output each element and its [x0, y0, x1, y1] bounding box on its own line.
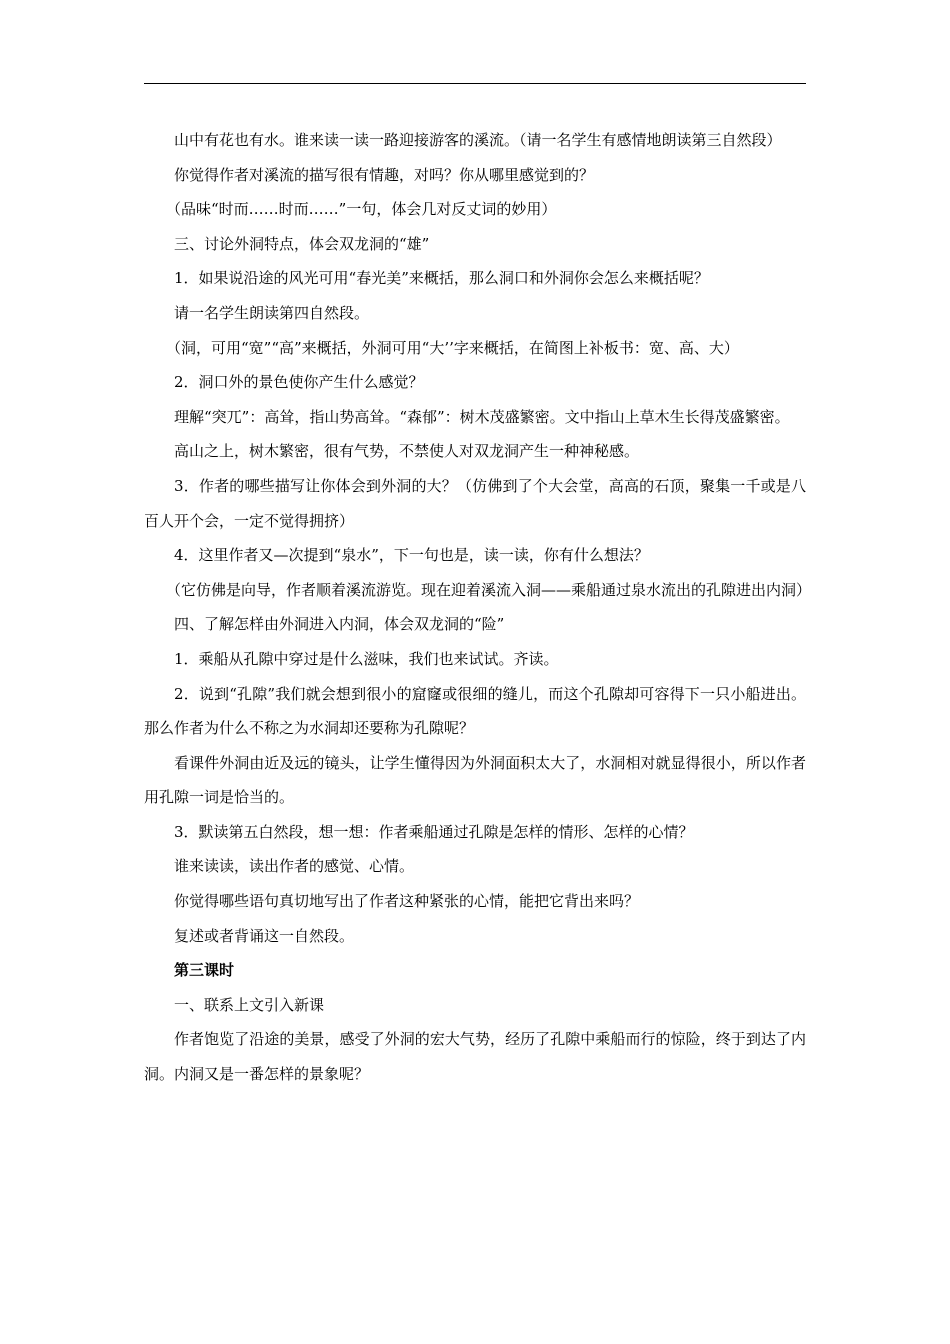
lesson-heading: 第三课时 — [174, 961, 235, 980]
paragraph: 高山之上，树木繁密，很有气势，不禁使人对双龙洞产生一种神秘感。 — [174, 442, 640, 461]
paragraph: 1．乘船从孔隙中穿过是什么滋味，我们也来试试。齐读。 — [174, 649, 559, 668]
document-body — [144, 123, 812, 1092]
paragraph: （洞，可用“宽”“高”来概括，外洞可用“大’’字来概括，在简图上补板书：宽、高、大） — [166, 338, 739, 357]
paragraph: 山中有花也有水。谁来读一读一路迎接游客的溪流。（请一名学生有感情地朗读第三自然段） — [174, 131, 782, 149]
header-rule — [144, 83, 806, 84]
paragraph: 3．作者的哪些描写让你体会到外洞的大？（仿佛到了个大会堂，高高的石顶，聚集一千或是八百人开个会，一定不觉得拥挤） — [144, 476, 806, 530]
paragraph: 理解“突兀”：高耸，指山势高耸。“森郁”：树木茂盛繁密。文中指山上草木生长得茂盛繁密。 — [174, 407, 790, 426]
paragraph: 3．默读第五白然段，想一想：作者乘船通过孔隙是怎样的情形、怎样的心情？ — [174, 822, 694, 841]
paragraph: 4．这里作者又—次提到“泉水”，下一句也是，读一读，你有什么想法？ — [174, 546, 649, 565]
paragraph: 请一名学生朗读第四自然段。 — [174, 303, 370, 322]
paragraph: 1．如果说沿途的风光可用“春光美”来概括，那么洞口和外洞你会怎么来概括呢？ — [174, 269, 709, 288]
paragraph: 谁来读读，读出作者的感觉、心情。 — [174, 857, 415, 876]
paragraph: 2．洞口外的景色使你产生什么感觉？ — [174, 373, 424, 392]
section-heading: 三、讨论外洞特点，体会双龙洞的“雄” — [174, 234, 430, 253]
paragraph: 作者饱览了沿途的美景，感受了外洞的宏大气势，经历了孔隙中乘船而行的惊险，终于到达了内洞。内洞又是一番怎样的景象呢？ — [144, 1030, 806, 1084]
paragraph: 你觉得作者对溪流的描写很有情趣，对吗？你从哪里感觉到的？ — [174, 165, 595, 184]
paragraph: 你觉得哪些语句真切地写出了作者这种紧张的心情，能把它背出来吗？ — [174, 892, 640, 911]
section-heading: 一、联系上文引入新课 — [174, 995, 325, 1014]
paragraph: 2．说到“孔隙”我们就会想到很小的窟窿或很细的缝儿，而这个孔隙却可容得下一只小船进出。那么作者为什么不称之为水洞却还要称为孔隙呢？ — [144, 684, 806, 738]
paragraph: （它仿佛是向导，作者顺着溪流游览。现在迎着溪流入洞——乘船通过泉水流出的孔隙进出内洞） — [166, 580, 812, 599]
section-heading: 四、了解怎样由外洞进入内洞，体会双龙洞的“险” — [174, 615, 505, 634]
paragraph: 复述或者背诵这一自然段。 — [174, 926, 355, 945]
paragraph: 看课件外洞由近及远的镜头，让学生懂得因为外洞面积太大了，水洞相对就显得很小，所以作者用孔隙一词是恰当的。 — [144, 753, 806, 807]
paragraph: （品味“时而……时而……”一句，体会几对反丈词的妙用） — [166, 200, 557, 219]
